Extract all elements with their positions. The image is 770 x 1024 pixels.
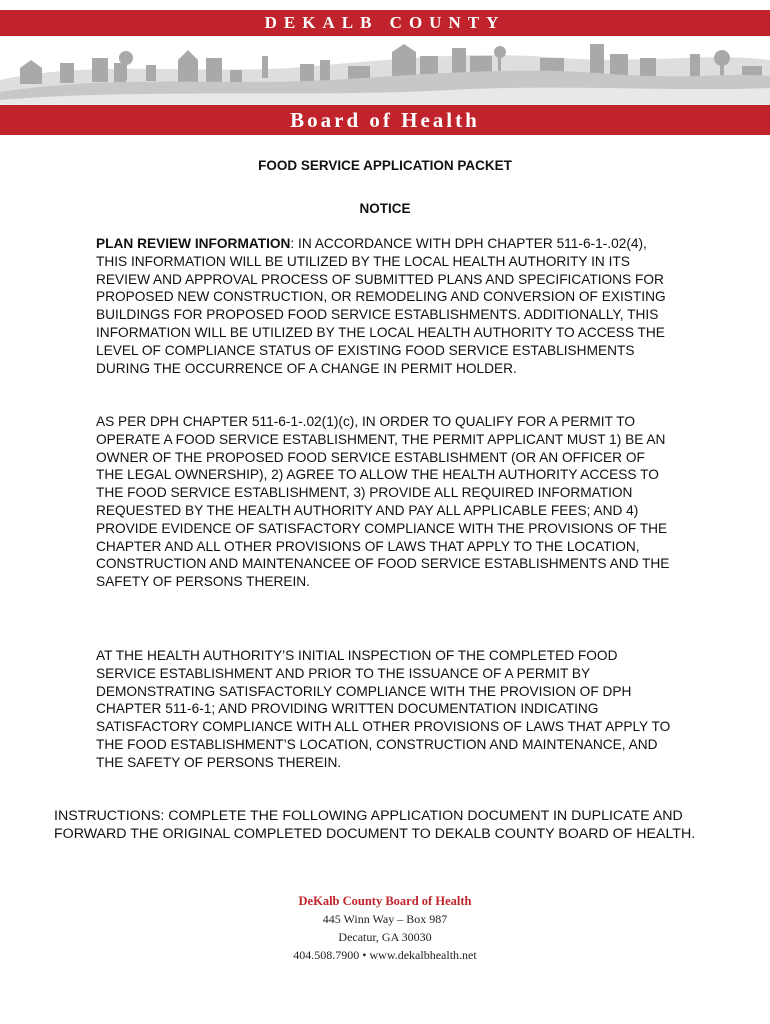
page-title: FOOD SERVICE APPLICATION PACKET (258, 158, 512, 173)
footer-city: Decatur, GA 30030 (338, 930, 432, 944)
contact-footer (0, 892, 770, 964)
permit-requirements-paragraph: AS PER DPH CHAPTER 511-6-1-.02(1)(c), IN ORDER TO QUALIFY FOR A PERMIT TO OPERATE A FOOD SERVICE ESTABLISHMENT, THE PERMIT APPLICANT MUST 1) BE AN OWNER OF THE PROPOSED FOOD SERVICE ESTABLISHMENT (OR AN OFFICER OF THE LEGAL OWNERSHIP), 2) AGREE TO ALLOW THE HEALTH AUTHORITY ACCESS TO THE FOOD SERVICE ESTABLISHMENT, 3) PROVIDE ALL REQUIRED INFORMATION REQUESTED BY THE HEALTH AUTHORITY AND PAY ALL APPLICABLE FEES; AND 4) PROVIDE EVIDENCE OF SATISFACTORY COMPLIANCE WITH THE PROVISIONS OF THE CHAPTER AND ALL OTHER PROVISIONS OF LAWS THAT APPLY TO THE LOCATION, CONSTRUCTION AND MAINTENANCEE OF FOOD SERVICE ESTABLISHMENTS AND THE SAFETY OF PERSONS THEREIN. (96, 414, 670, 590)
board-name: Board of Health (290, 108, 480, 132)
letterhead-banner (0, 0, 770, 135)
notice-heading: NOTICE (359, 201, 411, 216)
plan-review-paragraph (96, 235, 672, 377)
plan-review-label: PLAN REVIEW INFORMATION (96, 236, 291, 251)
plan-review-text: : IN ACCORDANCE WITH DPH CHAPTER 511-6-1-.02(4), THIS INFORMATION WILL BE UTILIZED BY THE LOCAL HEALTH AUTHORITY IN ITS REVIEW AND APPROVAL PROCESS OF SUBMITTED PLANS AND SPECIFICATIONS FOR PROPOSED NEW CONSTRUCTION, OR REMODELING AND CONVERSION OF EXISTING BUILDINGS FOR PROPOSED FOOD SERVICE ESTABLISHMENTS. ADDITIONALLY, THIS INFORMATION WILL BE UTILIZED BY THE LOCAL HEALTH AUTHORITY TO ACCESS THE LEVEL OF COMPLIANCE STATUS OF EXISTING FOOD SERVICE ESTABLISHMENTS DURING THE OCCURRENCE OF A CHANGE IN PERMIT HOLDER. (96, 236, 666, 376)
footer-org-name: DeKalb County Board of Health (298, 894, 472, 908)
footer-contact: 404.508.7900 • www.dekalbhealth.net (293, 948, 477, 962)
instructions-paragraph: INSTRUCTIONS: COMPLETE THE FOLLOWING APPLICATION DOCUMENT IN DUPLICATE AND FORWARD THE ORIGINAL COMPLETED DOCUMENT TO DEKALB COUNTY BOARD OF HEALTH. (54, 808, 696, 843)
inspection-paragraph: AT THE HEALTH AUTHORITY’S INITIAL INSPECTION OF THE COMPLETED FOOD SERVICE ESTABLISHMENT AND PRIOR TO THE ISSUANCE OF A PERMIT BY DEMONSTRATING SATISFACTORILY COMPLIANCE WITH THE PROVISION OF DPH CHAPTER 511-6-1; AND PROVIDING WRITTEN DOCUMENTATION INDICATING SATISFACTORY COMPLIANCE WITH ALL OTHER PROVISIONS OF LAWS THAT APPLY TO THE FOOD ESTABLISHMENT’S LOCATION, CONSTRUCTION AND MAINTENANCE, AND THE SAFETY OF PERSONS THEREIN. (96, 648, 671, 770)
footer-address: 445 Winn Way – Box 987 (322, 912, 448, 926)
county-name: DEKALB COUNTY (264, 13, 506, 32)
